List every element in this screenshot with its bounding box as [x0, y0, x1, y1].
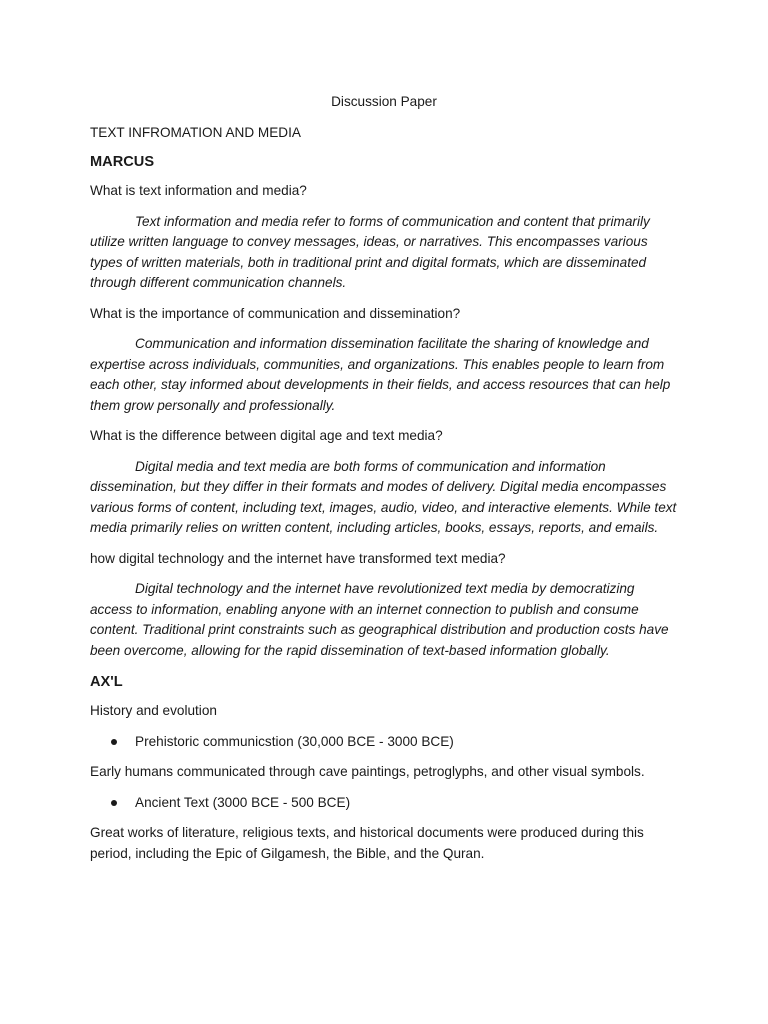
bullet-dot-icon: [111, 739, 117, 745]
era-bullet-label-2: Ancient Text (3000 BCE - 500 BCE): [135, 794, 351, 810]
question-1: What is text information and media?: [90, 183, 307, 198]
answer-4: Digital technology and the internet have revolutionized text media by democratizing access to information, enabling anyone with an internet connection to publish and consume content. Traditional print constraints such as geographical distribution and production costs have been overcome, allowing for the rapid dissemination of text-based information globally.: [90, 581, 669, 658]
era-description-1: Early humans communicated through cave paintings, petroglyphs, and other visual symbols.: [90, 764, 645, 779]
question-4: how digital technology and the internet have transformed text media?: [90, 550, 506, 566]
question-3: What is the difference between digital age and text media?: [90, 428, 443, 443]
answer-2: Communication and information dissemination facilitate the sharing of knowledge and expertise across individuals, communities, and organizations. This enables people to learn from each other, stay informed about developments in their fields, and access resources that can help them grow personally and professionally.: [90, 336, 671, 413]
document-subtitle: TEXT INFROMATION AND MEDIA: [90, 124, 301, 140]
era-bullet-1: [111, 732, 678, 753]
section-marcus: [90, 151, 678, 661]
author-heading-axl: AX'L: [90, 674, 123, 690]
document-title: Discussion Paper: [331, 94, 437, 109]
era-bullet-2: [111, 793, 678, 814]
history-heading: History and evolution: [90, 703, 217, 718]
question-2: What is the importance of communication and dissemination?: [90, 305, 461, 321]
section-axl: [90, 671, 678, 864]
era-description-2: Great works of literature, religious texts, and historical documents were produced during this period, including the Epic of Gilgamesh, the Bible, and the Quran.: [90, 825, 644, 861]
author-heading-marcus: MARCUS: [90, 154, 155, 170]
era-list-2: [90, 793, 678, 814]
bullet-dot-icon: [111, 800, 117, 806]
answer-1: Text information and media refer to forms of communication and content that primarily utilize written language to convey messages, ideas, or narratives. This encompasses various types of written materials, both in traditional print and digital formats, which are disseminated through different communication channels.: [90, 213, 650, 290]
era-bullet-label-1: Prehistoric communicstion (30,000 BCE - 3000 BCE): [135, 733, 454, 749]
answer-3: Digital media and text media are both forms of communication and information dissemination, but they differ in their formats and modes of delivery. Digital media encompasses various forms of content, including text, images, audio, video, and interactive elements. While text media primarily relies on written content, including articles, books, essays, reports, and emails.: [90, 458, 677, 535]
era-list-1: [90, 732, 678, 753]
